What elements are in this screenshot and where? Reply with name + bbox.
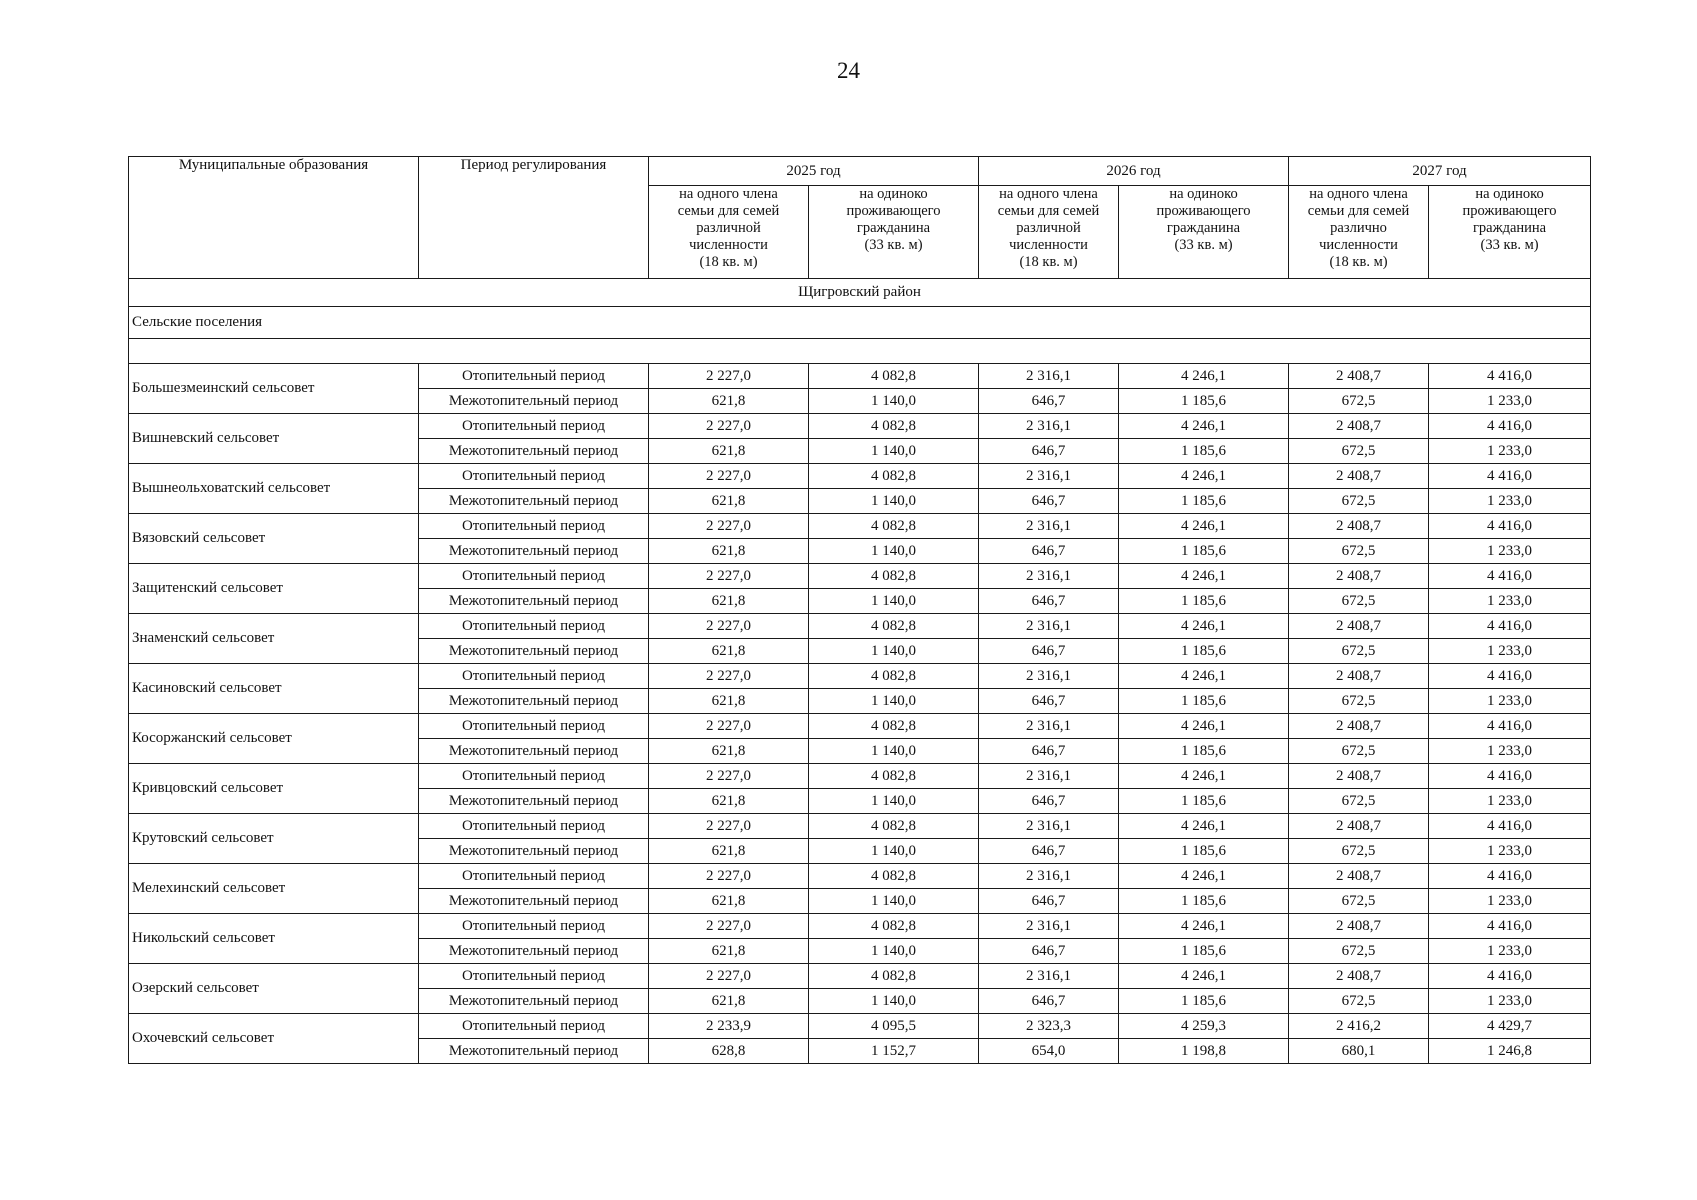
value-cell: 621,8	[649, 739, 809, 764]
municipality-name: Вышнеольховатский сельсовет	[129, 464, 419, 514]
period-label: Отопительный период	[419, 864, 649, 889]
spacer-cell	[129, 339, 1591, 364]
value-cell: 1 185,6	[1119, 439, 1289, 464]
value-cell: 4 246,1	[1119, 764, 1289, 789]
value-cell: 628,8	[649, 1039, 809, 1064]
header-norm-line: семьи для семей	[997, 203, 1100, 219]
period-label: Межотопительный период	[419, 389, 649, 414]
header-norm-line: на одиноко	[859, 186, 928, 202]
value-cell: 646,7	[979, 589, 1119, 614]
value-cell: 2 316,1	[979, 414, 1119, 439]
value-cell: 1 233,0	[1429, 489, 1591, 514]
table-row	[129, 514, 1591, 539]
period-label: Межотопительный период	[419, 739, 649, 764]
value-cell: 672,5	[1289, 889, 1429, 914]
municipality-name: Касиновский сельсовет	[129, 664, 419, 714]
value-cell: 4 416,0	[1429, 414, 1591, 439]
value-cell: 4 246,1	[1119, 714, 1289, 739]
value-cell: 621,8	[649, 939, 809, 964]
value-cell: 1 233,0	[1429, 939, 1591, 964]
header-municipality: Муниципальные образования	[129, 157, 419, 279]
value-cell: 1 185,6	[1119, 489, 1289, 514]
header-norm-line: различной	[696, 220, 761, 236]
value-cell: 1 185,6	[1119, 839, 1289, 864]
value-cell: 4 082,8	[809, 514, 979, 539]
value-cell: 672,5	[1289, 689, 1429, 714]
value-cell: 1 185,6	[1119, 989, 1289, 1014]
header-norm-line: (18 кв. м)	[1019, 254, 1078, 270]
value-cell: 646,7	[979, 689, 1119, 714]
value-cell: 2 408,7	[1289, 914, 1429, 939]
value-cell: 621,8	[649, 989, 809, 1014]
value-cell: 1 185,6	[1119, 589, 1289, 614]
value-cell: 1 233,0	[1429, 789, 1591, 814]
value-cell: 2 408,7	[1289, 714, 1429, 739]
period-label: Межотопительный период	[419, 639, 649, 664]
value-cell: 2 227,0	[649, 464, 809, 489]
value-cell: 1 233,0	[1429, 889, 1591, 914]
value-cell: 2 416,2	[1289, 1014, 1429, 1039]
value-cell: 1 140,0	[809, 489, 979, 514]
period-label: Отопительный период	[419, 664, 649, 689]
value-cell: 4 416,0	[1429, 664, 1591, 689]
value-cell: 2 227,0	[649, 964, 809, 989]
value-cell: 2 316,1	[979, 814, 1119, 839]
spacer-row	[129, 339, 1591, 364]
value-cell: 2 316,1	[979, 964, 1119, 989]
value-cell: 646,7	[979, 439, 1119, 464]
header-norm-line: гражданина	[856, 220, 931, 236]
value-cell: 4 082,8	[809, 964, 979, 989]
value-cell: 4 082,8	[809, 664, 979, 689]
section-row	[129, 307, 1591, 339]
value-cell: 4 082,8	[809, 614, 979, 639]
page-number: 24	[837, 58, 860, 83]
header-norm-line: различной	[1016, 220, 1081, 236]
header-norm-line: численности	[689, 237, 768, 253]
value-cell: 2 408,7	[1289, 564, 1429, 589]
value-cell: 672,5	[1289, 439, 1429, 464]
period-label: Отопительный период	[419, 564, 649, 589]
municipality-name: Вязовский сельсовет	[129, 514, 419, 564]
value-cell: 4 416,0	[1429, 914, 1591, 939]
municipality-name: Вишневский сельсовет	[129, 414, 419, 464]
header-norm-line: (33 кв. м)	[864, 237, 923, 253]
value-cell: 672,5	[1289, 639, 1429, 664]
table-row	[129, 664, 1591, 689]
value-cell: 2 316,1	[979, 664, 1119, 689]
value-cell: 2 316,1	[979, 714, 1119, 739]
value-cell: 1 140,0	[809, 889, 979, 914]
value-cell: 4 246,1	[1119, 564, 1289, 589]
value-cell: 672,5	[1289, 839, 1429, 864]
value-cell: 4 259,3	[1119, 1014, 1289, 1039]
value-cell: 4 246,1	[1119, 664, 1289, 689]
value-cell: 2 316,1	[979, 564, 1119, 589]
period-label: Отопительный период	[419, 514, 649, 539]
municipality-name: Кривцовский сельсовет	[129, 764, 419, 814]
district-name: Щигровский район	[129, 279, 1591, 307]
value-cell: 1 140,0	[809, 589, 979, 614]
value-cell: 2 227,0	[649, 764, 809, 789]
header-norm-line: на одиноко	[1475, 186, 1544, 202]
period-label: Межотопительный период	[419, 589, 649, 614]
value-cell: 1 185,6	[1119, 639, 1289, 664]
value-cell: 2 408,7	[1289, 664, 1429, 689]
value-cell: 2 408,7	[1289, 614, 1429, 639]
value-cell: 621,8	[649, 389, 809, 414]
value-cell: 1 140,0	[809, 989, 979, 1014]
table-row	[129, 914, 1591, 939]
value-cell: 2 227,0	[649, 714, 809, 739]
value-cell: 1 140,0	[809, 939, 979, 964]
value-cell: 4 416,0	[1429, 464, 1591, 489]
header-norm-line: гражданина	[1472, 220, 1547, 236]
value-cell: 672,5	[1289, 389, 1429, 414]
value-cell: 2 227,0	[649, 864, 809, 889]
period-label: Межотопительный период	[419, 939, 649, 964]
value-cell: 2 227,0	[649, 914, 809, 939]
value-cell: 646,7	[979, 939, 1119, 964]
value-cell: 4 082,8	[809, 714, 979, 739]
header-norm-line: проживающего	[846, 203, 941, 219]
value-cell: 4 416,0	[1429, 964, 1591, 989]
value-cell: 621,8	[649, 889, 809, 914]
header-norm-0	[649, 186, 809, 279]
value-cell: 646,7	[979, 739, 1119, 764]
header-norm-line: (18 кв. м)	[699, 254, 758, 270]
value-cell: 2 316,1	[979, 914, 1119, 939]
value-cell: 2 408,7	[1289, 964, 1429, 989]
value-cell: 621,8	[649, 589, 809, 614]
value-cell: 1 140,0	[809, 439, 979, 464]
value-cell: 1 233,0	[1429, 839, 1591, 864]
period-label: Отопительный период	[419, 464, 649, 489]
value-cell: 646,7	[979, 389, 1119, 414]
value-cell: 1 185,6	[1119, 939, 1289, 964]
table-row	[129, 464, 1591, 489]
value-cell: 4 416,0	[1429, 864, 1591, 889]
value-cell: 2 316,1	[979, 464, 1119, 489]
period-label: Межотопительный период	[419, 539, 649, 564]
period-label: Отопительный период	[419, 914, 649, 939]
value-cell: 4 082,8	[809, 414, 979, 439]
value-cell: 1 246,8	[1429, 1039, 1591, 1064]
header-norm-line: семьи для семей	[1307, 203, 1410, 219]
table-row	[129, 414, 1591, 439]
value-cell: 4 082,8	[809, 464, 979, 489]
table-row	[129, 764, 1591, 789]
municipality-name: Защитенский сельсовет	[129, 564, 419, 614]
value-cell: 4 246,1	[1119, 514, 1289, 539]
value-cell: 4 246,1	[1119, 464, 1289, 489]
period-label: Отопительный период	[419, 414, 649, 439]
value-cell: 1 185,6	[1119, 889, 1289, 914]
value-cell: 2 316,1	[979, 764, 1119, 789]
value-cell: 1 140,0	[809, 539, 979, 564]
value-cell: 654,0	[979, 1039, 1119, 1064]
value-cell: 2 323,3	[979, 1014, 1119, 1039]
table-row	[129, 964, 1591, 989]
header-norm-2	[979, 186, 1119, 279]
value-cell: 2 227,0	[649, 614, 809, 639]
value-cell: 1 233,0	[1429, 539, 1591, 564]
header-year-2027: 2027 год	[1289, 157, 1591, 186]
value-cell: 2 227,0	[649, 414, 809, 439]
period-label: Межотопительный период	[419, 789, 649, 814]
value-cell: 4 082,8	[809, 864, 979, 889]
value-cell: 4 416,0	[1429, 714, 1591, 739]
value-cell: 4 416,0	[1429, 514, 1591, 539]
value-cell: 4 416,0	[1429, 564, 1591, 589]
value-cell: 646,7	[979, 539, 1119, 564]
value-cell: 621,8	[649, 789, 809, 814]
value-cell: 1 185,6	[1119, 789, 1289, 814]
value-cell: 1 233,0	[1429, 739, 1591, 764]
value-cell: 2 227,0	[649, 664, 809, 689]
value-cell: 621,8	[649, 639, 809, 664]
value-cell: 621,8	[649, 689, 809, 714]
value-cell: 1 233,0	[1429, 639, 1591, 664]
value-cell: 2 316,1	[979, 864, 1119, 889]
value-cell: 1 140,0	[809, 789, 979, 814]
municipality-name: Мелехинский сельсовет	[129, 864, 419, 914]
table-row	[129, 364, 1591, 389]
value-cell: 2 316,1	[979, 364, 1119, 389]
period-label: Межотопительный период	[419, 1039, 649, 1064]
value-cell: 4 246,1	[1119, 964, 1289, 989]
municipality-name: Знаменский сельсовет	[129, 614, 419, 664]
header-year-2026: 2026 год	[979, 157, 1289, 186]
value-cell: 4 082,8	[809, 364, 979, 389]
value-cell: 1 185,6	[1119, 389, 1289, 414]
header-norm-line: различно	[1330, 220, 1387, 236]
value-cell: 621,8	[649, 439, 809, 464]
value-cell: 4 416,0	[1429, 764, 1591, 789]
municipality-name: Охочевский сельсовет	[129, 1014, 419, 1064]
value-cell: 4 416,0	[1429, 614, 1591, 639]
table-row	[129, 1014, 1591, 1039]
period-label: Отопительный период	[419, 964, 649, 989]
value-cell: 680,1	[1289, 1039, 1429, 1064]
value-cell: 1 233,0	[1429, 989, 1591, 1014]
value-cell: 646,7	[979, 839, 1119, 864]
period-label: Отопительный период	[419, 364, 649, 389]
value-cell: 4 246,1	[1119, 814, 1289, 839]
value-cell: 4 246,1	[1119, 614, 1289, 639]
header-norm-line: семьи для семей	[677, 203, 780, 219]
value-cell: 4 082,8	[809, 764, 979, 789]
value-cell: 2 408,7	[1289, 764, 1429, 789]
municipality-name: Косоржанский сельсовет	[129, 714, 419, 764]
value-cell: 2 227,0	[649, 564, 809, 589]
period-label: Отопительный период	[419, 714, 649, 739]
municipality-name: Никольский сельсовет	[129, 914, 419, 964]
value-cell: 672,5	[1289, 739, 1429, 764]
value-cell: 4 082,8	[809, 814, 979, 839]
value-cell: 1 140,0	[809, 839, 979, 864]
period-label: Отопительный период	[419, 764, 649, 789]
header-norm-line: (33 кв. м)	[1480, 237, 1539, 253]
value-cell: 672,5	[1289, 539, 1429, 564]
value-cell: 4 082,8	[809, 564, 979, 589]
value-cell: 1 140,0	[809, 389, 979, 414]
value-cell: 2 408,7	[1289, 814, 1429, 839]
header-norm-1	[809, 186, 979, 279]
value-cell: 1 185,6	[1119, 689, 1289, 714]
header-norm-line: численности	[1319, 237, 1398, 253]
municipality-name: Большезмеинский сельсовет	[129, 364, 419, 414]
value-cell: 1 198,8	[1119, 1039, 1289, 1064]
header-norm-3	[1119, 186, 1289, 279]
header-row-years	[129, 157, 1591, 186]
table-row	[129, 564, 1591, 589]
value-cell: 1 152,7	[809, 1039, 979, 1064]
district-row	[129, 279, 1591, 307]
value-cell: 621,8	[649, 489, 809, 514]
value-cell: 621,8	[649, 839, 809, 864]
period-label: Межотопительный период	[419, 989, 649, 1014]
value-cell: 4 416,0	[1429, 364, 1591, 389]
value-cell: 646,7	[979, 489, 1119, 514]
header-norm-line: на одиноко	[1169, 186, 1238, 202]
value-cell: 4 416,0	[1429, 814, 1591, 839]
header-norm-line: на одного члена	[1309, 186, 1408, 202]
header-norm-line: численности	[1009, 237, 1088, 253]
value-cell: 646,7	[979, 989, 1119, 1014]
tariff-table	[128, 156, 1591, 1064]
value-cell: 646,7	[979, 889, 1119, 914]
value-cell: 2 316,1	[979, 614, 1119, 639]
value-cell: 672,5	[1289, 489, 1429, 514]
value-cell: 621,8	[649, 539, 809, 564]
header-norm-line: проживающего	[1462, 203, 1557, 219]
municipality-name: Озерский сельсовет	[129, 964, 419, 1014]
header-norm-line: на одного члена	[999, 186, 1098, 202]
value-cell: 1 140,0	[809, 739, 979, 764]
value-cell: 2 227,0	[649, 364, 809, 389]
period-label: Межотопительный период	[419, 689, 649, 714]
value-cell: 4 095,5	[809, 1014, 979, 1039]
header-norm-line: (33 кв. м)	[1174, 237, 1233, 253]
table-row	[129, 864, 1591, 889]
header-norm-line: гражданина	[1166, 220, 1241, 236]
table-row	[129, 614, 1591, 639]
period-label: Отопительный период	[419, 814, 649, 839]
value-cell: 2 408,7	[1289, 864, 1429, 889]
value-cell: 1 185,6	[1119, 539, 1289, 564]
period-label: Межотопительный период	[419, 489, 649, 514]
value-cell: 1 140,0	[809, 639, 979, 664]
table-row	[129, 814, 1591, 839]
value-cell: 4 082,8	[809, 914, 979, 939]
value-cell: 646,7	[979, 789, 1119, 814]
value-cell: 2 233,9	[649, 1014, 809, 1039]
value-cell: 1 233,0	[1429, 689, 1591, 714]
value-cell: 672,5	[1289, 789, 1429, 814]
value-cell: 1 140,0	[809, 689, 979, 714]
period-label: Межотопительный период	[419, 889, 649, 914]
value-cell: 1 185,6	[1119, 739, 1289, 764]
period-label: Отопительный период	[419, 614, 649, 639]
table-row	[129, 714, 1591, 739]
header-period: Период регулирования	[419, 157, 649, 279]
value-cell: 2 408,7	[1289, 464, 1429, 489]
value-cell: 672,5	[1289, 989, 1429, 1014]
period-label: Межотопительный период	[419, 439, 649, 464]
value-cell: 2 316,1	[979, 514, 1119, 539]
value-cell: 672,5	[1289, 939, 1429, 964]
municipality-name: Крутовский сельсовет	[129, 814, 419, 864]
header-year-2025: 2025 год	[649, 157, 979, 186]
header-norm-line: на одного члена	[679, 186, 778, 202]
value-cell: 672,5	[1289, 589, 1429, 614]
value-cell: 1 233,0	[1429, 389, 1591, 414]
value-cell: 4 246,1	[1119, 914, 1289, 939]
value-cell: 4 246,1	[1119, 864, 1289, 889]
value-cell: 1 233,0	[1429, 439, 1591, 464]
section-title: Сельские поселения	[129, 307, 1591, 339]
value-cell: 2 408,7	[1289, 364, 1429, 389]
header-norm-4	[1289, 186, 1429, 279]
header-norm-line: (18 кв. м)	[1329, 254, 1388, 270]
period-label: Межотопительный период	[419, 839, 649, 864]
value-cell: 4 246,1	[1119, 414, 1289, 439]
header-norm-5	[1429, 186, 1591, 279]
header-norm-line: проживающего	[1156, 203, 1251, 219]
value-cell: 2 408,7	[1289, 414, 1429, 439]
period-label: Отопительный период	[419, 1014, 649, 1039]
value-cell: 4 429,7	[1429, 1014, 1591, 1039]
value-cell: 2 408,7	[1289, 514, 1429, 539]
value-cell: 2 227,0	[649, 514, 809, 539]
value-cell: 1 233,0	[1429, 589, 1591, 614]
value-cell: 4 246,1	[1119, 364, 1289, 389]
value-cell: 2 227,0	[649, 814, 809, 839]
value-cell: 646,7	[979, 639, 1119, 664]
